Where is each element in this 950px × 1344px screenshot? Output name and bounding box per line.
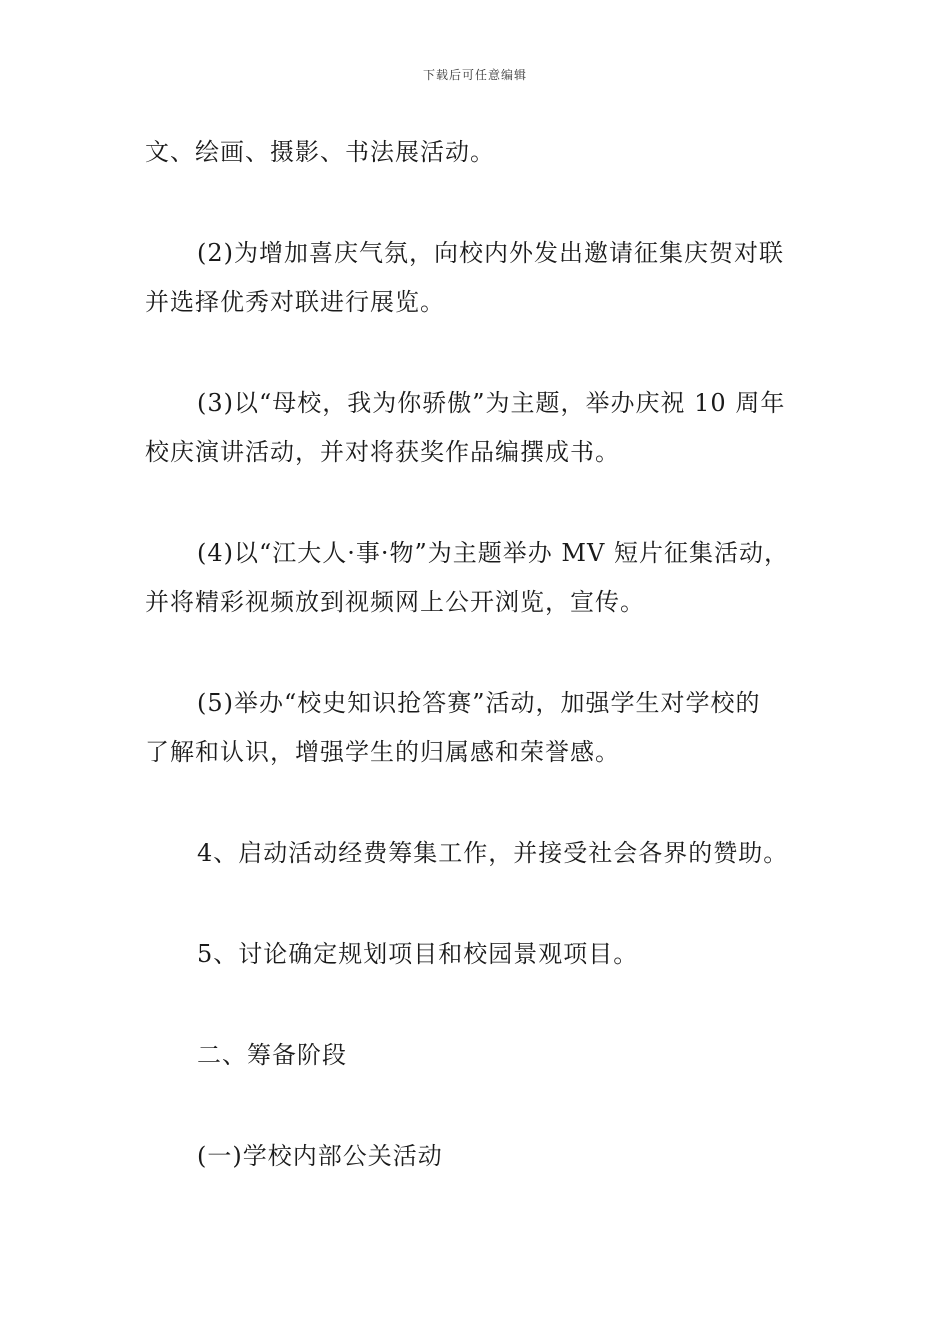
paragraph-line: (2)为增加喜庆气氛，向校内外发出邀请征集庆贺对联 (197, 239, 784, 267)
paragraph-1 (145, 128, 825, 177)
page-header-note: 下载后可任意编辑 (422, 68, 527, 82)
subsection-heading (145, 1132, 825, 1181)
paragraph-2 (145, 229, 825, 327)
paragraph-line: 并将精彩视频放到视频网上公开浏览，宣传。 (145, 588, 645, 616)
paragraph-6 (145, 829, 825, 878)
paragraph-line: (5)举办“校史知识抢答赛”活动，加强学生对学校的 (197, 689, 761, 717)
section-heading (145, 1031, 825, 1080)
paragraph-line: (4)以“江大人·事·物”为主题举办 MV 短片征集活动， (197, 539, 789, 567)
paragraph-line: (3)以“母校，我为你骄傲”为主题，举办庆祝 10 周年 (197, 389, 786, 417)
document-body (145, 128, 825, 1181)
paragraph-line: 二、筹备阶段 (197, 1041, 347, 1069)
paragraph-4 (145, 529, 825, 627)
paragraph-5 (145, 679, 825, 777)
paragraph-line: 4、启动活动经费筹集工作，并接受社会各界的赞助。 (197, 839, 789, 867)
paragraph-line: 校庆演讲活动，并对将获奖作品编撰成书。 (145, 438, 620, 466)
paragraph-3 (145, 379, 825, 477)
paragraph-line: 并选择优秀对联进行展览。 (145, 288, 445, 316)
paragraph-7 (145, 930, 825, 979)
paragraph-line: (一)学校内部公关活动 (197, 1142, 443, 1170)
paragraph-line: 了解和认识，增强学生的归属感和荣誉感。 (145, 738, 620, 766)
paragraph-line: 5、讨论确定规划项目和校园景观项目。 (197, 940, 639, 968)
paragraph-line: 文、绘画、摄影、书法展活动。 (145, 138, 495, 166)
